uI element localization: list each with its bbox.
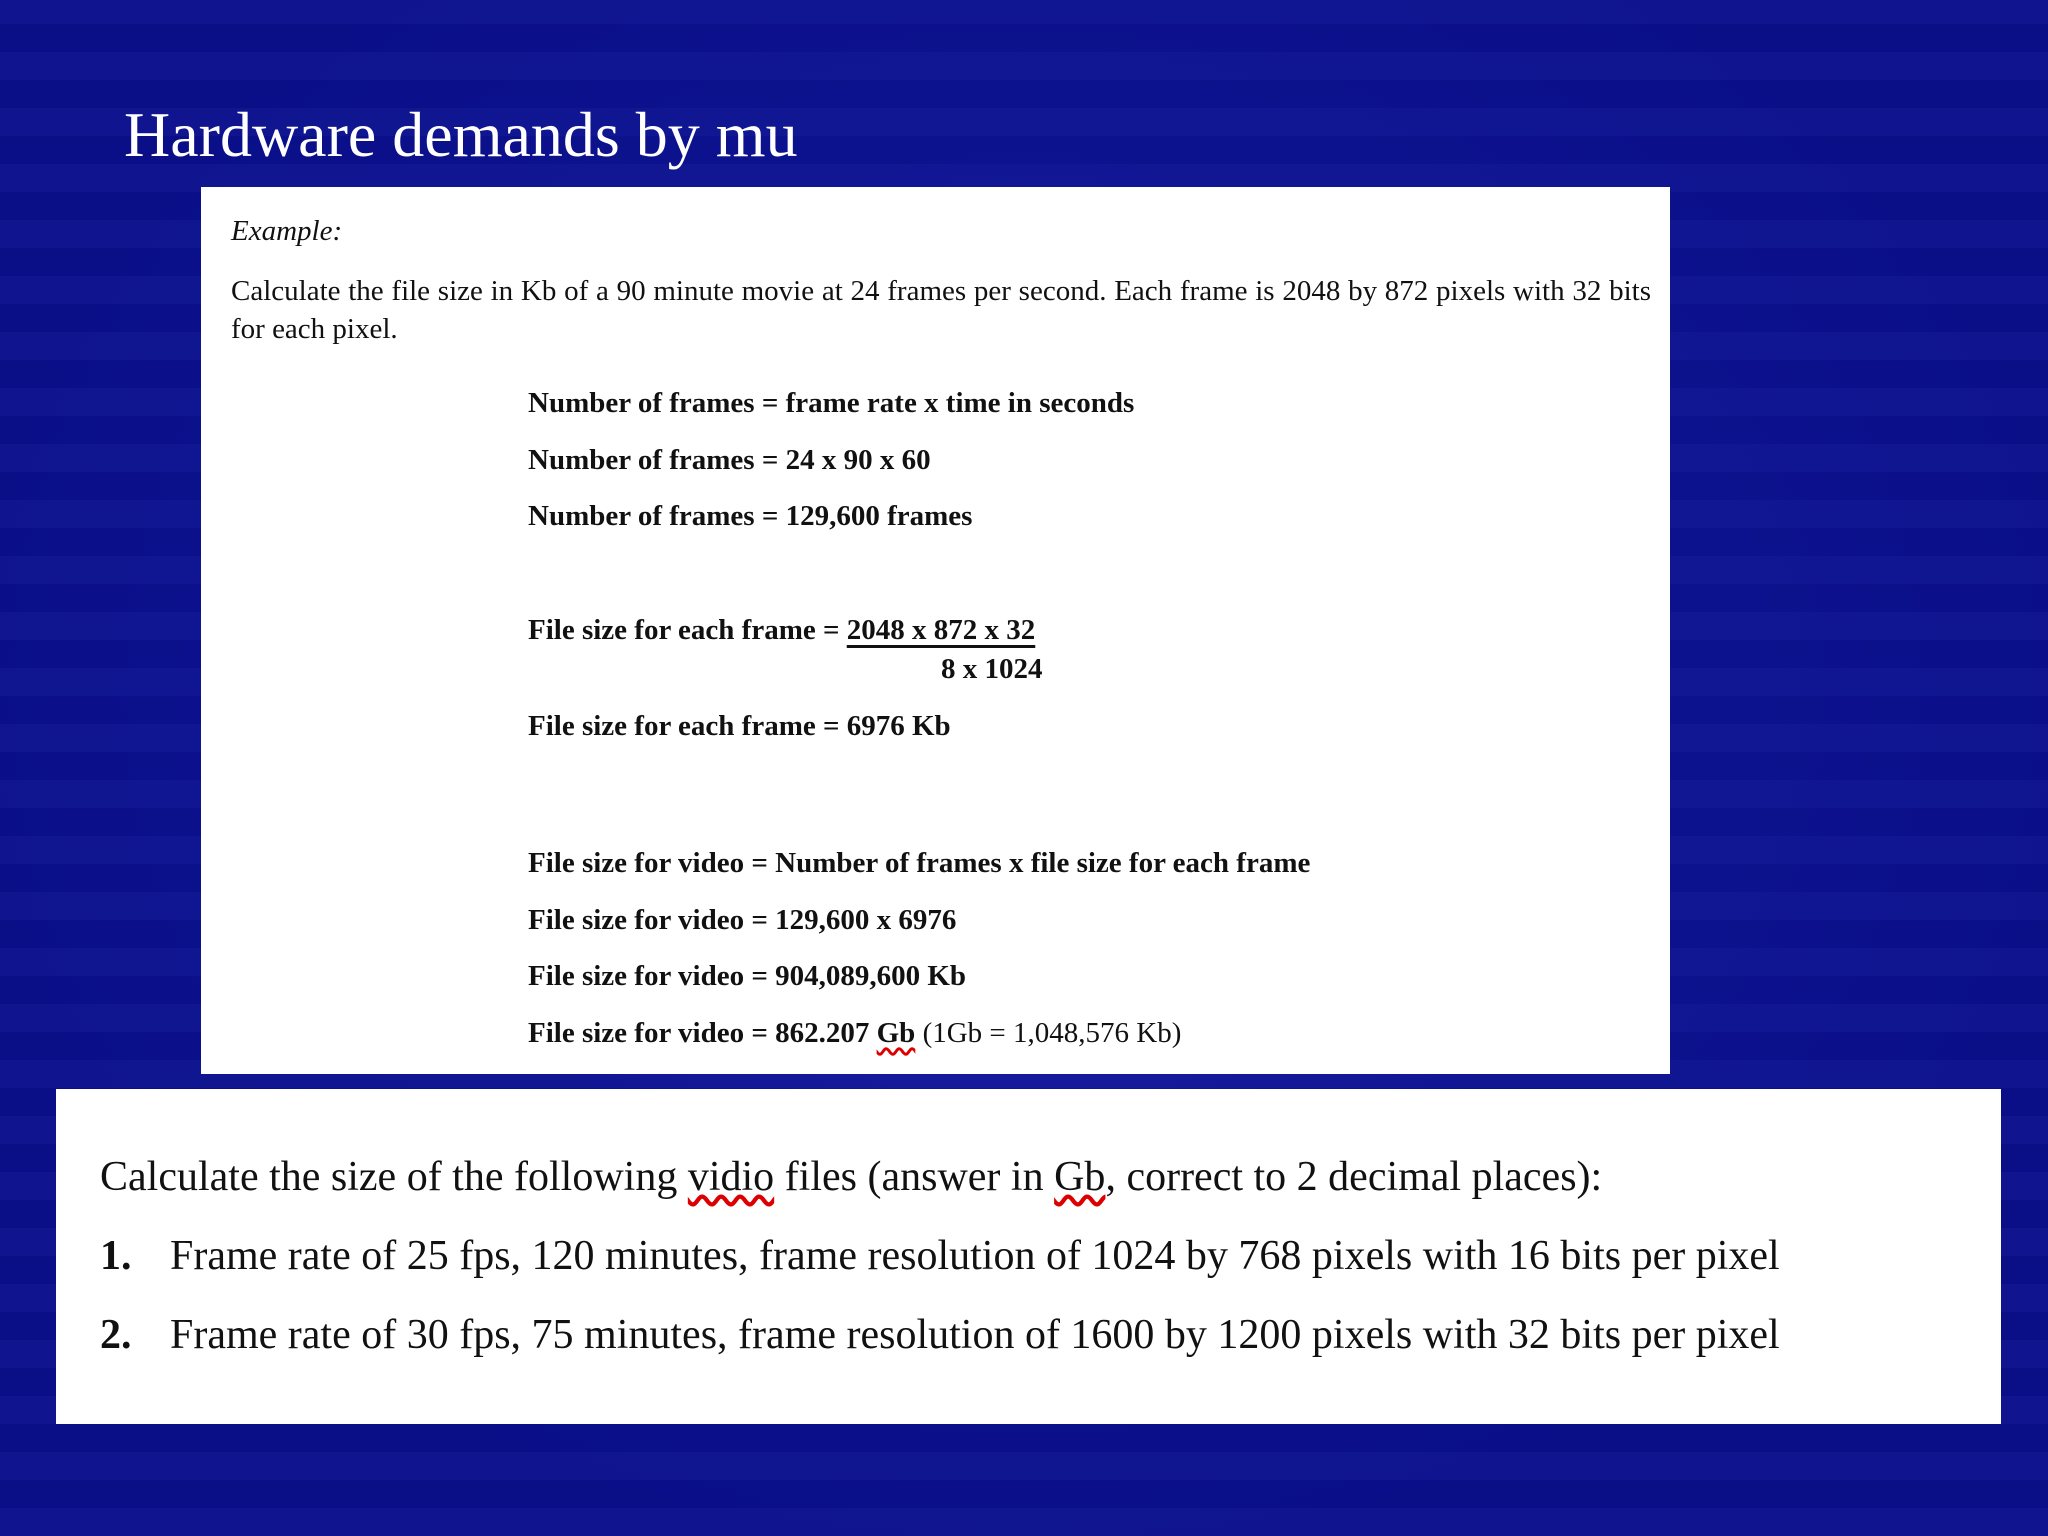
exercise-panel [56,1089,2001,1424]
intro-text-3: , correct to 2 decimal places): [1105,1154,1603,1200]
frames-formula: Number of frames = frame rate x time in seconds [528,387,1135,419]
frames-substituted: Number of frames = 24 x 90 x 60 [528,444,931,476]
item-text: Frame rate of 25 fps, 120 minutes, frame resolution of 1024 by 768 pixels with 16 bits per pixel [170,1233,1780,1279]
example-panel [201,187,1670,1074]
slide-title: Hardware demands by mu [124,99,798,170]
frame-size-numerator: 2048 x 872 x 32 [846,614,1036,646]
example-question: Calculate the file size in Kb of a 90 minute movie at 24 frames per second. Each frame is 2048 by 872 pixels with 32 bits for each pixel. [231,275,1651,345]
item-text: Frame rate of 30 fps, 75 minutes, frame resolution of 1600 by 1200 pixels with 32 bits per pixel [170,1312,1780,1358]
intro-text-2: files (answer in [774,1154,1055,1200]
exercise-item-1 [100,1232,1780,1280]
intro-word-gb: Gb [1054,1154,1106,1200]
example-label: Example: [231,215,343,247]
intro-text-1: Calculate the size of the following [100,1154,688,1200]
item-number: 2. [100,1312,132,1358]
gb-unit: Gb [876,1017,916,1049]
frame-size-denominator: 8 x 1024 [941,653,1043,685]
intro-word-vidio: vidio [687,1154,775,1200]
item-number: 1. [100,1233,132,1279]
video-formula: File size for video = Number of frames x file size for each frame [528,847,1311,879]
frame-size-prefix: File size for each frame = [528,614,847,646]
video-result-kb: File size for video = 904,089,600 Kb [528,960,967,992]
gb-conversion-note: (1Gb = 1,048,576 Kb) [915,1017,1182,1049]
video-result-gb-prefix: File size for video = 862.207 [528,1017,877,1049]
exercise-item-2 [100,1311,1780,1359]
exercise-intro [100,1153,1602,1201]
frame-size-result: File size for each frame = 6976 Kb [528,710,951,742]
frames-result: Number of frames = 129,600 frames [528,500,973,532]
video-substituted: File size for video = 129,600 x 6976 [528,904,957,936]
frame-size-fraction [528,614,1035,647]
video-result-gb [528,1017,1181,1050]
